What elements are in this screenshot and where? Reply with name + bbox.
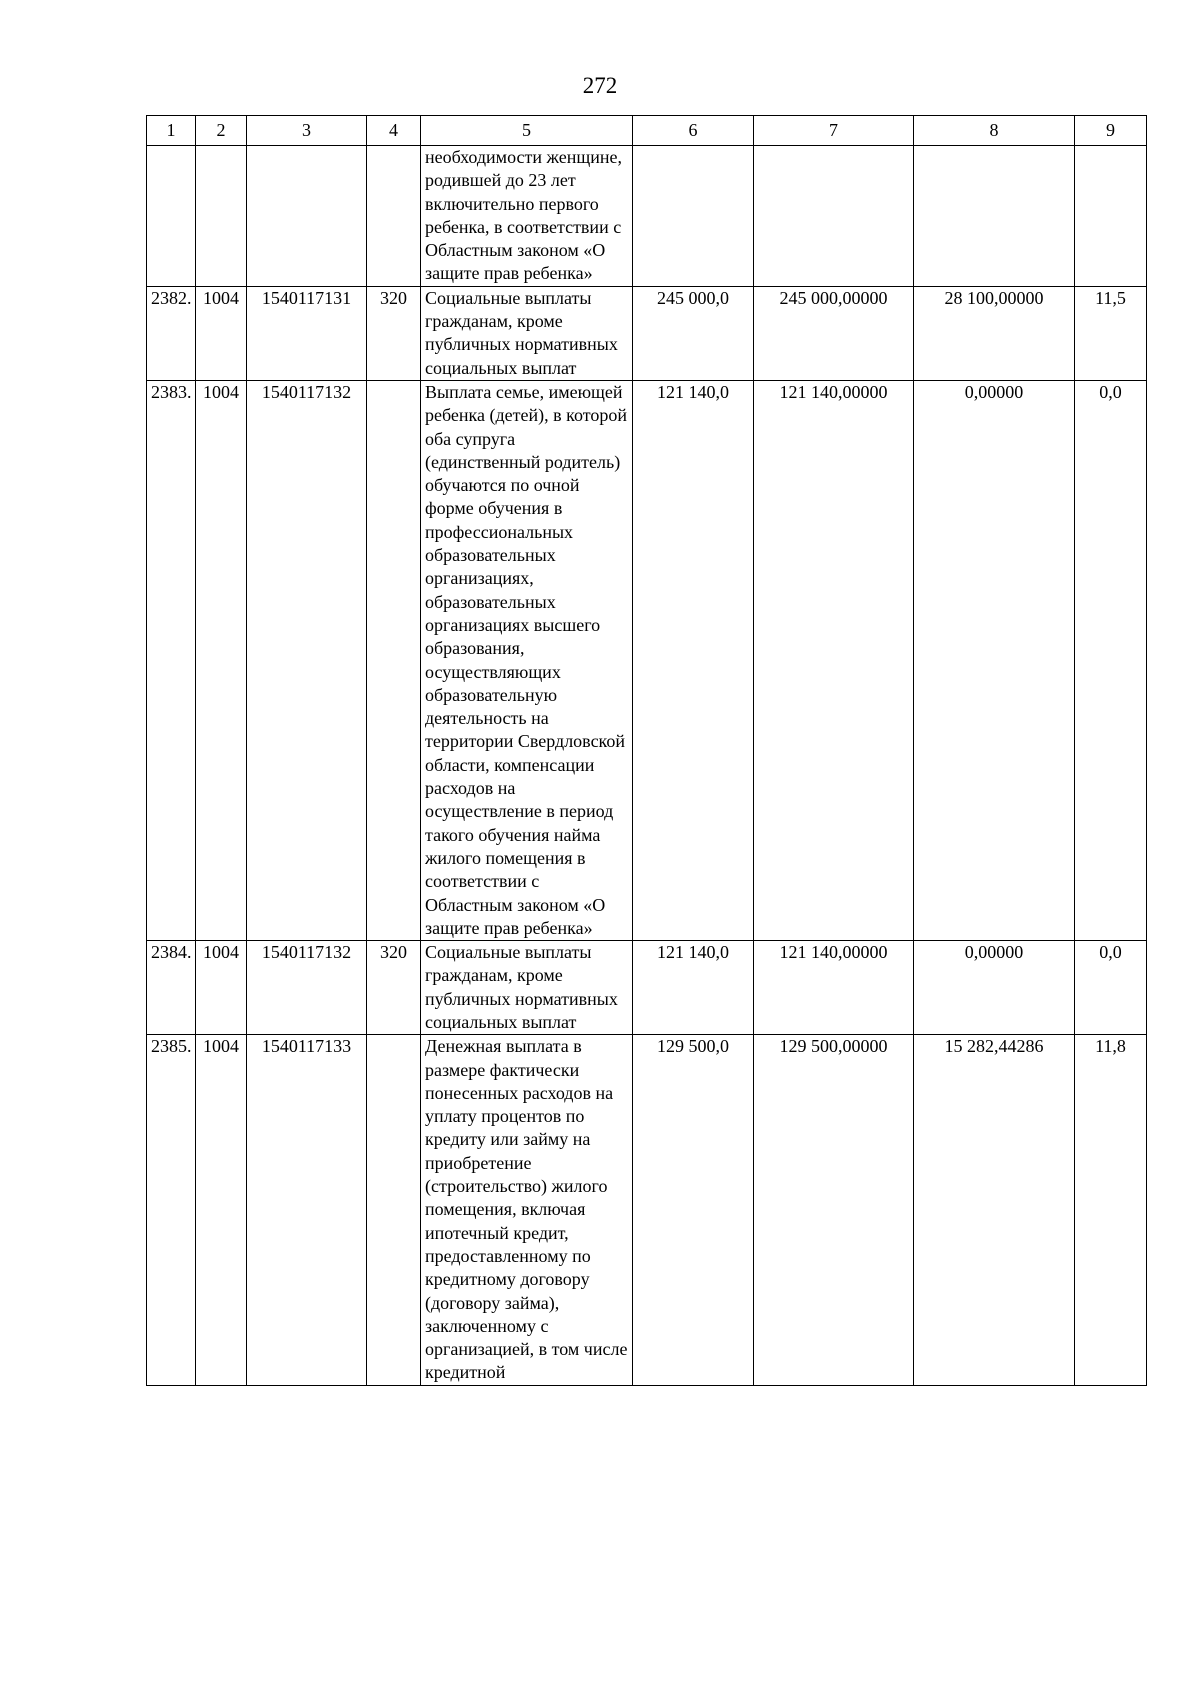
table-row (147, 146, 1147, 287)
target-article-cell: 1540117132 (247, 380, 367, 940)
expense-type-cell (367, 146, 421, 287)
table-row (147, 380, 1147, 940)
row-number-cell: 2382. (147, 286, 196, 380)
target-article-cell: 1540117133 (247, 1035, 367, 1385)
value-col7-cell: 121 140,00000 (754, 380, 914, 940)
table-row (147, 286, 1147, 380)
target-article-cell: 1540117131 (247, 286, 367, 380)
header-cell-1: 1 (147, 116, 196, 146)
row-number-cell (147, 146, 196, 287)
header-cell-7: 7 (754, 116, 914, 146)
table-row (147, 941, 1147, 1035)
expense-type-cell (367, 380, 421, 940)
value-col7-cell: 121 140,00000 (754, 941, 914, 1035)
description-cell: Денежная выплата в размере фактически понесенных расходов на уплату процентов по кредиту или займу на приобретение (строительство) жилого помещения, включая ипотечный кредит, предоставленному по кредитному договору (договору займа), заключенному с организацией, в том числе кредитной (421, 1035, 633, 1385)
value-col6-cell: 121 140,0 (633, 941, 754, 1035)
value-col7-cell: 245 000,00000 (754, 286, 914, 380)
row-number-cell: 2383. (147, 380, 196, 940)
header-cell-4: 4 (367, 116, 421, 146)
value-col6-cell: 245 000,0 (633, 286, 754, 380)
value-col8-cell: 15 282,44286 (914, 1035, 1075, 1385)
table-header-row (147, 116, 1147, 146)
value-col7-cell (754, 146, 914, 287)
row-number-cell: 2384. (147, 941, 196, 1035)
description-cell: Социальные выплаты гражданам, кроме публичных нормативных социальных выплат (421, 941, 633, 1035)
percent-cell: 0,0 (1075, 380, 1147, 940)
section-code-cell: 1004 (196, 941, 247, 1035)
percent-cell (1075, 146, 1147, 287)
value-col8-cell: 28 100,00000 (914, 286, 1075, 380)
section-code-cell: 1004 (196, 380, 247, 940)
table-row (147, 1035, 1147, 1385)
header-cell-3: 3 (247, 116, 367, 146)
value-col8-cell: 0,00000 (914, 380, 1075, 940)
page-number: 272 (582, 73, 618, 98)
description-cell: Выплата семье, имеющей ребенка (детей), в которой оба супруга (единственный родитель) обучаются по очной форме обучения в профессиональных образовательных организациях, образовательных организациях высшего образования, осуществляющих образовательную деятельность на территории Свердловской области, компенсации расходов на осуществление в период такого обучения найма жилого помещения в соответствии с Областным законом «О защите прав ребенка» (421, 380, 633, 940)
header-cell-5: 5 (421, 116, 633, 146)
header-cell-9: 9 (1075, 116, 1147, 146)
expense-type-cell: 320 (367, 941, 421, 1035)
value-col6-cell (633, 146, 754, 287)
value-col8-cell: 0,00000 (914, 941, 1075, 1035)
percent-cell: 0,0 (1075, 941, 1147, 1035)
header-cell-6: 6 (633, 116, 754, 146)
expense-type-cell (367, 1035, 421, 1385)
header-cell-2: 2 (196, 116, 247, 146)
target-article-cell (247, 146, 367, 287)
value-col6-cell: 129 500,0 (633, 1035, 754, 1385)
percent-cell: 11,5 (1075, 286, 1147, 380)
percent-cell: 11,8 (1075, 1035, 1147, 1385)
target-article-cell: 1540117132 (247, 941, 367, 1035)
row-number-cell: 2385. (147, 1035, 196, 1385)
value-col7-cell: 129 500,00000 (754, 1035, 914, 1385)
value-col6-cell: 121 140,0 (633, 380, 754, 940)
section-code-cell: 1004 (196, 286, 247, 380)
description-cell: необходимости женщине, родившей до 23 лет включительно первого ребенка, в соответствии с Областным законом «О защите прав ребенка» (421, 146, 633, 287)
value-col8-cell (914, 146, 1075, 287)
expense-type-cell: 320 (367, 286, 421, 380)
budget-table (146, 115, 1147, 1386)
description-cell: Социальные выплаты гражданам, кроме публичных нормативных социальных выплат (421, 286, 633, 380)
header-cell-8: 8 (914, 116, 1075, 146)
section-code-cell (196, 146, 247, 287)
section-code-cell: 1004 (196, 1035, 247, 1385)
